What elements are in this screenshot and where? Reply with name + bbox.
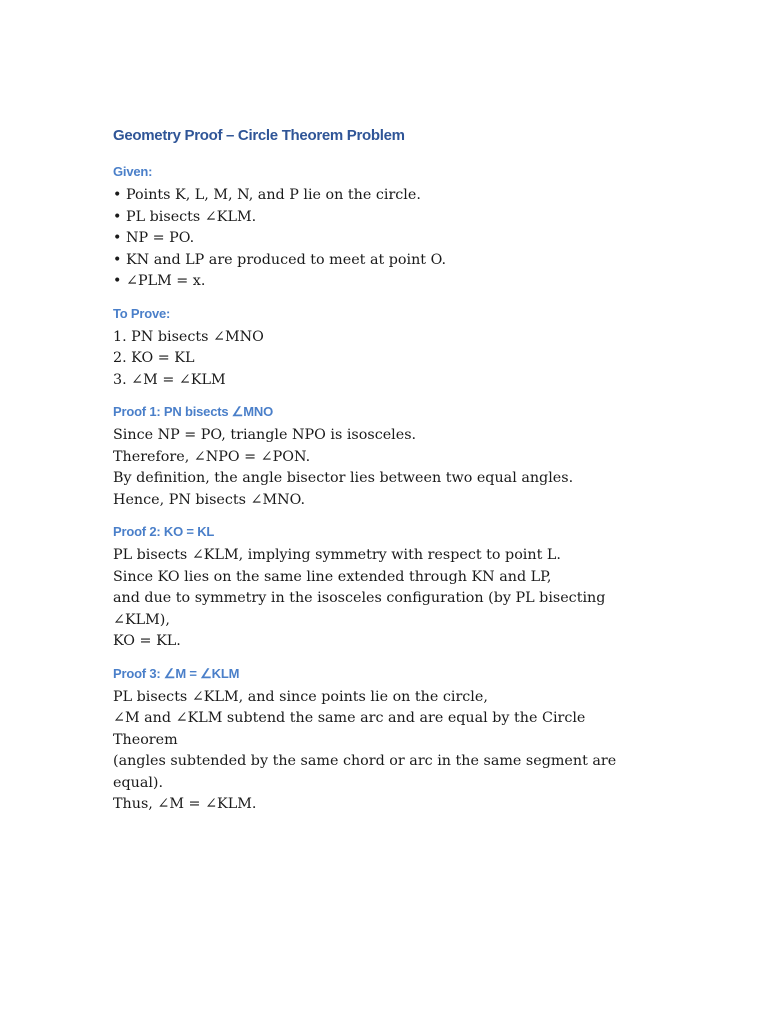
section-heading: To Prove: bbox=[113, 305, 171, 321]
given-line: • PL bisects ∠KLM. bbox=[113, 208, 257, 225]
given-line: • Points K, L, M, N, and P lie on the circle. bbox=[113, 187, 421, 203]
proof-line: ∠M and ∠KLM subtend the same arc and are equal by the Circle bbox=[113, 710, 586, 726]
proof-line: equal). bbox=[113, 774, 164, 791]
proof-line: PL bisects ∠KLM, implying symmetry with respect to point L. bbox=[113, 547, 561, 563]
to-prove-line: 1. PN bisects ∠MNO bbox=[113, 328, 264, 345]
given-line: • KN and LP are produced to meet at point O. bbox=[113, 251, 447, 268]
section-to-prove bbox=[113, 305, 658, 392]
section-heading: Proof 2: KO = KL bbox=[113, 524, 215, 539]
section-heading: Proof 1: PN bisects ∠MNO bbox=[113, 404, 273, 419]
to-prove-line: 3. ∠M = ∠KLM bbox=[113, 371, 226, 388]
proof-line: and due to symmetry in the isosceles configuration (by PL bisecting bbox=[113, 590, 606, 606]
proof-line: PL bisects ∠KLM, and since points lie on the circle, bbox=[113, 688, 488, 705]
section-proof-3 bbox=[113, 665, 658, 816]
section-given bbox=[113, 163, 658, 293]
section-heading: Given: bbox=[113, 164, 153, 179]
proof-line: Since KO lies on the same line extended through KN and LP, bbox=[113, 568, 552, 585]
document-page bbox=[113, 126, 658, 816]
proof-line: Thus, ∠M = ∠KLM. bbox=[113, 796, 257, 812]
document-title: Geometry Proof – Circle Theorem Problem bbox=[113, 127, 405, 144]
proof-line: By definition, the angle bisector lies between two equal angles. bbox=[113, 470, 574, 486]
section-proof-2 bbox=[113, 523, 658, 653]
proof-line: ∠KLM), bbox=[113, 611, 170, 628]
given-line: • ∠PLM = x. bbox=[113, 273, 206, 289]
proof-line: Since NP = PO, triangle NPO is isosceles. bbox=[113, 427, 417, 443]
section-proof-1 bbox=[113, 403, 658, 511]
proof-line: Hence, PN bisects ∠MNO. bbox=[113, 491, 306, 508]
proof-line: Therefore, ∠NPO = ∠PON. bbox=[113, 448, 311, 465]
proof-line: Theorem bbox=[113, 731, 178, 748]
proof-line: KO = KL. bbox=[113, 633, 181, 649]
section-heading: Proof 3: ∠M = ∠KLM bbox=[113, 665, 240, 681]
given-line: • NP = PO. bbox=[113, 230, 195, 246]
proof-line: (angles subtended by the same chord or arc in the same segment are bbox=[113, 753, 617, 769]
to-prove-line: 2. KO = KL bbox=[113, 350, 195, 366]
